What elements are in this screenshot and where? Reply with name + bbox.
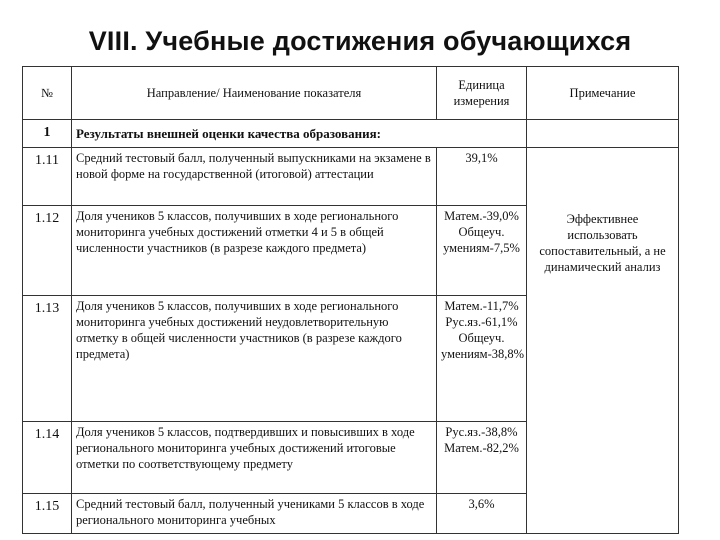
table-row [23,148,679,206]
row-unit: Рус.яз.-38,8% Матем.-82,2% [437,422,527,494]
header-unit: Единица измерения [437,67,527,120]
row-name: Доля учеников 5 классов, получивших в ходе регионального мониторинга учебных достижений отметки 4 и 5 в общей численности участников (в разрезе каждого предмета) [72,206,437,296]
header-note: Примечание [527,67,679,120]
row-unit: Матем.-39,0% Общеуч. умениям-7,5% [437,206,527,296]
row-num: 1.11 [23,148,72,206]
row-num: 1.12 [23,206,72,296]
section-row [23,120,679,148]
header-name: Направление/ Наименование показателя [72,67,437,120]
row-name: Доля учеников 5 классов, получивших в ходе регионального мониторинга учебных достижений неудовлетворительную отметку в общей численности участников (в разрезе каждого предмета) [72,296,437,422]
row-num: 1.14 [23,422,72,494]
page-title: VIII. Учебные достижения обучающихся [88,26,632,56]
row-unit: Матем.-11,7% Рус.яз.-61,1% Общеуч. умениям-38,8% [437,296,527,422]
row-name: Доля учеников 5 классов, подтвердивших и повысивших в ходе регионального мониторинга учебных достижений итоговые отметки по соответствующему предмету [72,422,437,494]
note-cell [527,148,679,534]
achievements-table [22,66,679,534]
table-header-row [23,67,679,120]
note-text: Эффективнее использовать сопоставительный, а не динамический анализ [539,211,666,274]
section-label: Результаты внешней оценки качества образования: [72,120,527,148]
header-num: № [23,67,72,120]
row-num: 1.13 [23,296,72,422]
row-name: Средний тестовый балл, полученный учениками 5 классов в ходе регионального мониторинга учебных [72,494,437,534]
row-unit: 39,1% [437,148,527,206]
section-num: 1 [23,120,72,148]
row-num: 1.15 [23,494,72,534]
section-note-cell [527,120,679,148]
row-name: Средний тестовый балл, полученный выпускниками на экзамене в новой форме на государственной (итоговой) аттестации [72,148,437,206]
row-unit: 3,6% [437,494,527,534]
